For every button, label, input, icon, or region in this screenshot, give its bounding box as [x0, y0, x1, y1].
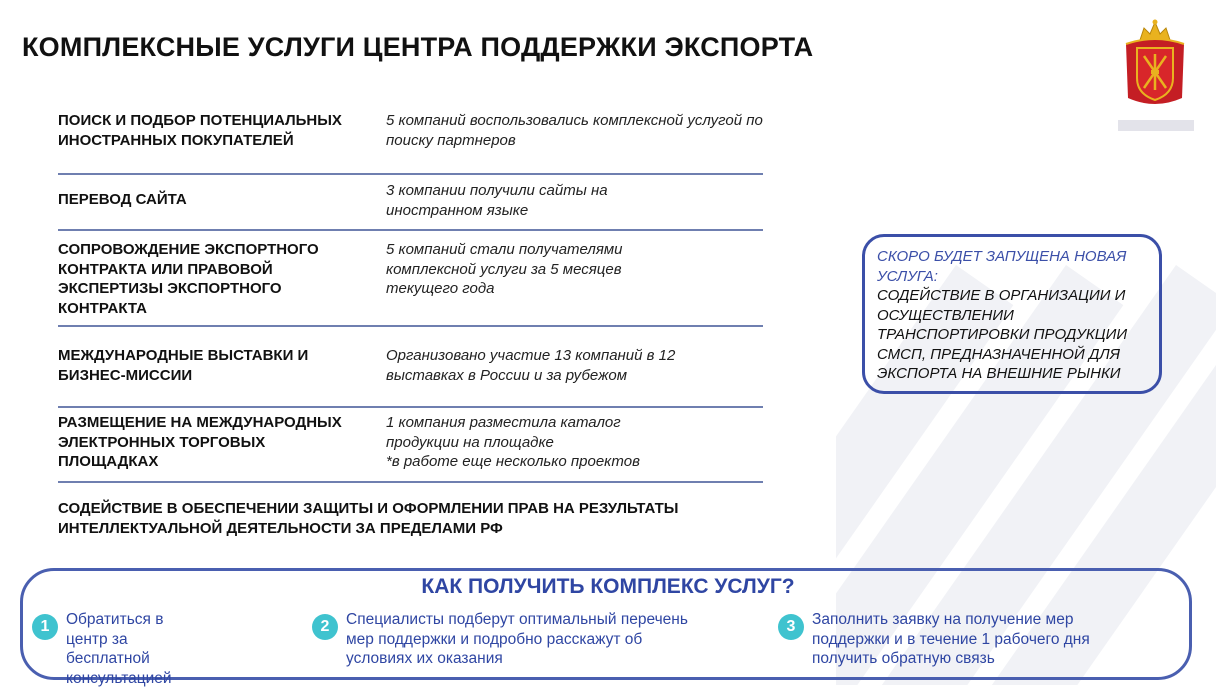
how-to-title: КАК ПОЛУЧИТЬ КОМПЛЕКС УСЛУГ? [421, 575, 795, 598]
row-divider [58, 325, 763, 327]
step-text-line: получить обратную связь [812, 650, 995, 667]
page-title: КОМПЛЕКСНЫЕ УСЛУГИ ЦЕНТРА ПОДДЕРЖКИ ЭКСПОРТА [22, 32, 814, 62]
service-result: 3 компании получили сайты на иностранном языке [386, 182, 608, 219]
step-number-badge: 2 [312, 614, 338, 640]
step-number-badge: 1 [32, 614, 58, 640]
step-text [66, 610, 172, 688]
step-text-line: Обратиться в центр за [66, 611, 164, 648]
step-number-badge: 3 [778, 614, 804, 640]
coming-soon-box [862, 234, 1162, 394]
service-name: МЕЖДУНАРОДНЫЕ ВЫСТАВКИ И БИЗНЕС-МИССИИ [58, 347, 309, 384]
step-text-line: условиях их оказания [346, 650, 503, 667]
service-result: 5 компаний стали получателями комплексной услуги за 5 месяцев текущего года [386, 241, 623, 297]
service-result: 5 компаний воспользовались комплексной услугой по поиску партнеров [386, 112, 763, 149]
emblem-underline [1118, 120, 1194, 131]
step-text-line: бесплатной консультацией [66, 650, 172, 687]
coming-soon-heading: СКОРО БУДЕТ ЗАПУЩЕНА НОВАЯ УСЛУГА: [877, 248, 1127, 285]
step-text-line: Специалисты подберут оптимальный перечень [346, 611, 688, 628]
step-text-line: поддержки и в течение 1 рабочего дня [812, 630, 1090, 648]
service-result: Организовано участие 13 компаний в 12 выставках в России и за рубежом [386, 347, 676, 384]
row-divider [58, 229, 763, 231]
row-divider [58, 173, 763, 175]
service-name: ПЕРЕВОД САЙТА [58, 191, 187, 208]
step-text-line: Заполнить заявку на получение мер [812, 611, 1074, 628]
step-text [346, 610, 766, 669]
row-divider [58, 481, 763, 483]
step-text [812, 610, 1172, 669]
service-name: СОПРОВОЖДЕНИЕ ЭКСПОРТНОГО КОНТРАКТА ИЛИ ПРАВОВОЙ ЭКСПЕРТИЗЫ ЭКСПОРТНОГО КОНТРАКТА [58, 241, 319, 317]
coming-soon-text: СОДЕЙСТВИЕ В ОРГАНИЗАЦИИ И ОСУЩЕСТВЛЕНИИ ТРАНСПОРТИРОВКИ ПРОДУКЦИИ СМСП, ПРЕДНАЗНАЧЕННОЙ ДЛЯ ЭКСПОРТА НА ВНЕШНИЕ РЫНКИ [877, 287, 1128, 382]
ipr-service: СОДЕЙСТВИЕ В ОБЕСПЕЧЕНИИ ЗАЩИТЫ И ОФОРМЛЕНИИ ПРАВ НА РЕЗУЛЬТАТЫ ИНТЕЛЛЕКТУАЛЬНОЙ ДЕЯТЕЛЬНОСТИ ЗА ПРЕДЕЛАМИ РФ [58, 500, 679, 537]
row-divider [58, 406, 763, 408]
coat-of-arms-icon [1120, 18, 1190, 110]
service-name: ПОИСК И ПОДБОР ПОТЕНЦИАЛЬНЫХ ИНОСТРАННЫХ ПОКУПАТЕЛЕЙ [58, 112, 342, 149]
service-result-text: 1 компания разместила каталог продукции на площадке [386, 414, 621, 451]
service-result [386, 413, 686, 472]
service-name: РАЗМЕЩЕНИЕ НА МЕЖДУНАРОДНЫХ ЭЛЕКТРОННЫХ ТОРГОВЫХ ПЛОЩАДКАХ [58, 414, 342, 470]
service-result-note: *в работе еще несколько проектов [386, 453, 640, 470]
step-text-line: мер поддержки и подробно расскажут об [346, 630, 643, 648]
